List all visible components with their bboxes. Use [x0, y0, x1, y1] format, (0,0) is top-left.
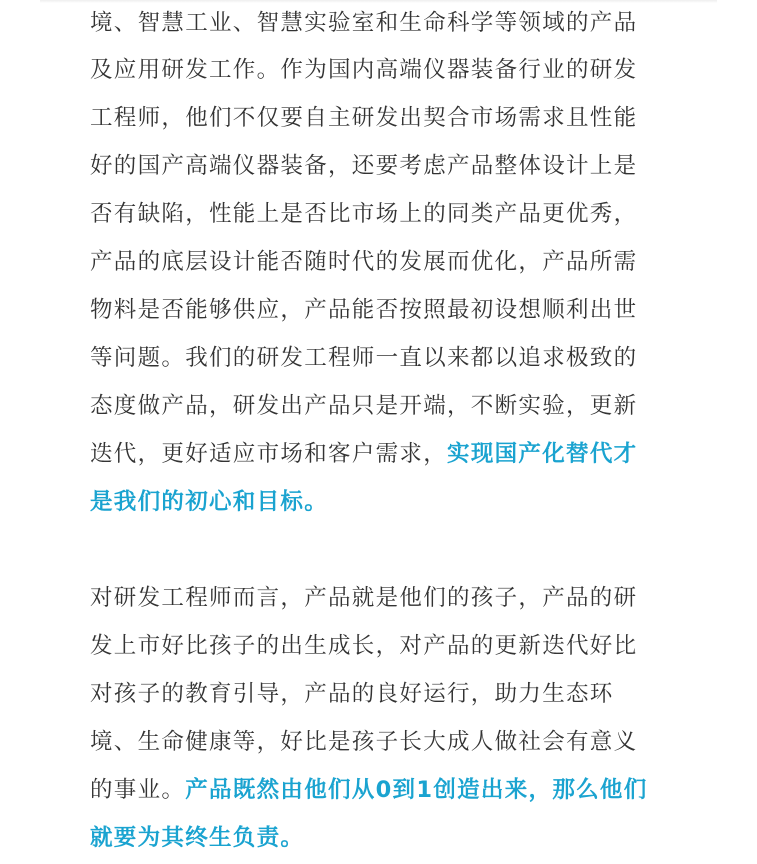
text-line: 对研发工程师而言，产品就是他们的孩子，产品的研 [90, 585, 638, 611]
text-line: 物料是否能够供应，产品能否按照最初设想顺利出世 [90, 297, 638, 323]
highlighted-text: 产品既然由他们从0到1创造出来，那么他们 [185, 777, 648, 803]
paragraph-1 [90, 0, 680, 526]
paragraph-spacer [90, 526, 680, 574]
highlighted-text: 就要为其终生负责。 [90, 825, 305, 851]
text-line: 等问题。我们的研发工程师一直以来都以追求极致的 [90, 345, 638, 371]
text-line-highlight [90, 814, 680, 862]
article-body [90, 0, 680, 862]
plain-text: 迭代，更好适应市场和客户需求， [90, 441, 448, 467]
plain-text: 的事业。 [90, 777, 186, 803]
text-line: 境、智慧工业、智慧实验室和生命科学等领域的产品 [90, 10, 638, 36]
text-line-mixed [90, 766, 680, 814]
paragraph-2 [90, 574, 680, 862]
highlighted-text: 是我们的初心和目标。 [90, 489, 329, 515]
text-line-mixed [90, 430, 680, 478]
text-line: 态度做产品，研发出产品只是开端，不断实验，更新 [90, 393, 638, 419]
text-line: 发上市好比孩子的出生成长，对产品的更新迭代好比 [90, 633, 638, 659]
text-line: 境、生命健康等，好比是孩子长大成人做社会有意义 [90, 729, 638, 755]
text-line: 对孩子的教育引导，产品的良好运行，助力生态环 [90, 681, 614, 707]
text-line: 产品的底层设计能否随时代的发展而优化，产品所需 [90, 249, 638, 275]
text-line: 工程师，他们不仅要自主研发出契合市场需求且性能 [90, 105, 638, 131]
text-line-highlight [90, 478, 680, 526]
text-line: 好的国产高端仪器装备，还要考虑产品整体设计上是 [90, 153, 638, 179]
highlighted-text: 实现国产化替代才 [447, 441, 638, 467]
text-line: 及应用研发工作。作为国内高端仪器装备行业的研发 [90, 57, 638, 83]
text-line: 否有缺陷，性能上是否比市场上的同类产品更优秀， [90, 201, 638, 227]
